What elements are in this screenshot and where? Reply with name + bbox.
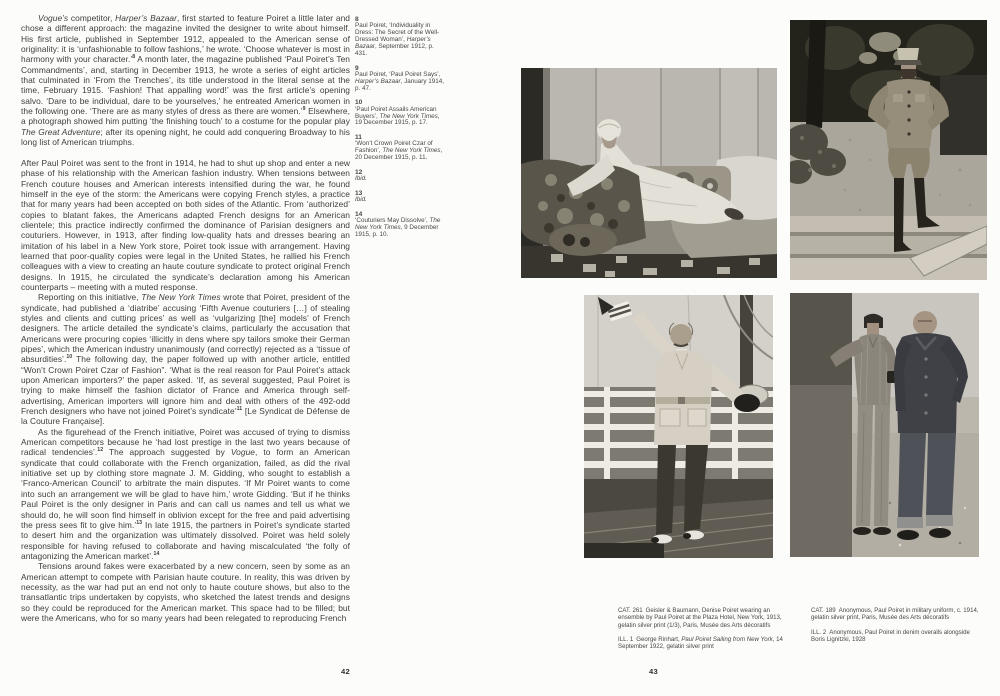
paragraph: Tensions around fakes were exacerbated by a new concern, seen by some as an American attempt to compete with Parisian haute couture. In reality, this was driven by necessity, as the war had put an end not only to haute couture shows, but also to the transatlantic trips undertaken by copyists, who sketched the latest trends and designs so they could be reproduced for the American market. This space had to be filled; but were the Americans, who for so many years had been relegated to reproducing French	[21, 561, 350, 623]
footnote	[355, 65, 447, 93]
photo-poiret-ship-deck	[584, 295, 773, 558]
footnote-column	[355, 16, 447, 245]
footnote-text: Ibid.	[355, 175, 367, 183]
caption-ill-2: ILL. 2 Anonymous, Paul Poiret in denim overalls alongside Boris Lignitzki, 1928	[811, 628, 970, 644]
footnote-number: 8	[355, 16, 359, 23]
caption-ill-1: ILL. 1 George Rinhart, Paul Poiret Sailing from New York, 14 September 1922, gelatin silver print	[618, 636, 783, 651]
page-number-42: 42	[341, 667, 351, 676]
footnote	[355, 169, 447, 183]
footnote-text: Paul Poiret, ‘Individuality in Dress: The Secret of the Well-Dressed Woman’, Harper’s Bazaar, September 1912, p. 431.	[355, 22, 440, 58]
paragraph: Vogue’s competitor, Harper’s Bazaar, first started to feature Poiret a little later and chose a different approach: the magazine invited the designer to write about himself. His first article, published in September 1912, appealed to the American sense of originality: it is ‘unfashionable to follow fashions,’ he wrote. ‘Choose whatever is most in harmony with your character.’$^8$ A month later, the magazine published ‘Paul Poiret’s Ten Commandments’, and, starting in December 1913, he wrote a series of eight articles that culminated in ‘From the Trenches’, its title understood in the literal sense at the time, February 1915. ‘Fashion! That appalling word!’ was the first article’s opening salvo. ‘Dare to be individual, dare to be yourselves,’ he entreated American women in the following one. ‘There are as many styles of dress as there are women.’$^9$ Elsewhere, a photograph showed him putting ‘the finishing touch’ to a costume for the popular play The Great Adventure; after its opening night, he could add conquering Broadway to his long list of American triumphs.	[21, 13, 351, 148]
photo-denise-poiret-daybed	[521, 68, 777, 278]
footnote-text: Paul Poiret, ‘Paul Poiret Says’, Harper’s Bazaar, January 1914, p. 47.	[355, 70, 445, 92]
footnote-number: 10	[355, 99, 363, 107]
caption-cat-261: CAT. 261 Geisler & Baumann, Denise Poiret wearing an ensemble by Paul Poiret at the Plaza Hotel, New York, 1913, gelatin silver print (1/3), Paris, Musée des Arts décoratifs	[618, 607, 782, 629]
footnote-number: 14	[355, 210, 363, 218]
page-number-43: 43	[649, 667, 659, 676]
footnote-number: 9	[355, 64, 359, 72]
footnote	[355, 16, 447, 58]
photo-poiret-denim-overalls	[790, 293, 979, 557]
paragraph: As the figurehead of the French initiative, Poiret was accused of trying to dismiss American competitors because he ‘had lost prestige in the last two years because of radical tendencies’.$^{12}$ The approach suggested by Vogue, to form an American syndicate that could collaborate with the French organization, failed, as did the rival initiative set up by clothing store magnate J. M. Gidding, who sought to establish a ‘Franco-American Council’ to arbitrate the main disputes. ‘If Mr Poiret wants to come into such an arrangement we will be glad to have him,’ wrote Gidding. ‘But if he thinks Paul Poiret is the only designer in Paris and can call us names and tell us what we should do, he will soon find himself in oblivion except for the free and paid advertising the press sees fit to give him.’$^{13}$ In late 1915, the partners in Poiret’s syndicate started to desert him and the organization was ultimately dissolved. Poiret was held solely responsible for having refused to collaborate and having miscalculated ‘the folly of antagonizing the American market’.$^{14}$	[21, 426, 350, 561]
footnote	[355, 99, 447, 127]
footnote-number: 12	[355, 168, 363, 176]
article-text	[21, 13, 350, 623]
caption-column-left	[618, 607, 786, 658]
footnote	[355, 134, 447, 162]
caption-cat-189: CAT. 189 Anonymous, Paul Poiret in military uniform, c. 1914, gelatin silver print, Paris, Musée des Arts décoratifs	[811, 607, 979, 622]
footnote-number: 11	[355, 133, 362, 141]
footnote-text: ‘Couturiers May Dissolve’, The New York Times, 9 December 1915, p. 10.	[355, 216, 441, 238]
footnote	[355, 190, 447, 204]
photo-poiret-military-uniform	[790, 20, 987, 280]
caption-column-right	[811, 607, 981, 650]
footnote-text: ‘Paul Poiret Assails American Buyers’, The New York Times, 19 December 1915, p. 17.	[355, 105, 440, 127]
paragraph: Reporting on this initiative, The New York Times wrote that Poiret, president of the syndicate, had published a ‘diatribe’ accusing ‘Fifth Avenue couturiers […] of stealing styles and clients and cutting prices’ as well as ‘vulgarizing [the] models’ of French designers. The article detailed the syndicate’s claims, particularly the accusation that Americans were procuring copies ‘illicitly in dens where spy tailors smoke their German pipes’, which the American industry unanimously (and correctly) rejected as a ‘tissue of absurdities’.$^{10}$ The following day, the paper followed up with another article, entitled “Won’t Crown Poiret Czar of Fashion”. ‘What is the real reason for Paul Poiret’s attack upon American importers?’ the paper asked. ‘If, as several suggested, Paul Poiret is trying to make himself the fashion dictator of France and America through self-advertising, American importers will ignore him and deal with others of the 492-odd French designers who have not joined Poiret’s syndicate’$^{11}$ [Le Syndicat de Défense de la Couture Française].	[21, 292, 350, 427]
footnote	[355, 211, 447, 239]
paragraph: After Paul Poiret was sent to the front in 1914, he had to shut up shop and enter a new phase of his relationship with the American fashion industry. When tensions between French couture houses and American interests intensified during the war, he found himself in the eye of the storm: the Americans were copying French styles, a practice that for many years had been accepted on both sides of the Atlantic. From ‘authorized’ copies to blatant fakes, the Americans adapted French designs for an American clientele; this practice indirectly confirmed the dominance of Parisian designers and couturiers. However, in 1913, after finding low-quality hats and dresses bearing an imitation of his label in a New York store, Poiret took issue with arrangement. Having learned that poor-quality copies were legal in the United States, he rallied his French colleagues with a view to creating an haute couture syndicate to protect original French designs. In 1915, he circulated the syndicate’s declaration among his American counterparts – meeting with a muted response.	[21, 157, 350, 292]
footnote-text: ‘Won’t Crown Poiret Czar of Fashion’, The New York Times, 20 December 1915, p. 11.	[355, 140, 443, 162]
footnote-number: 13	[355, 189, 363, 197]
footnote-text: Ibid.	[355, 196, 367, 203]
